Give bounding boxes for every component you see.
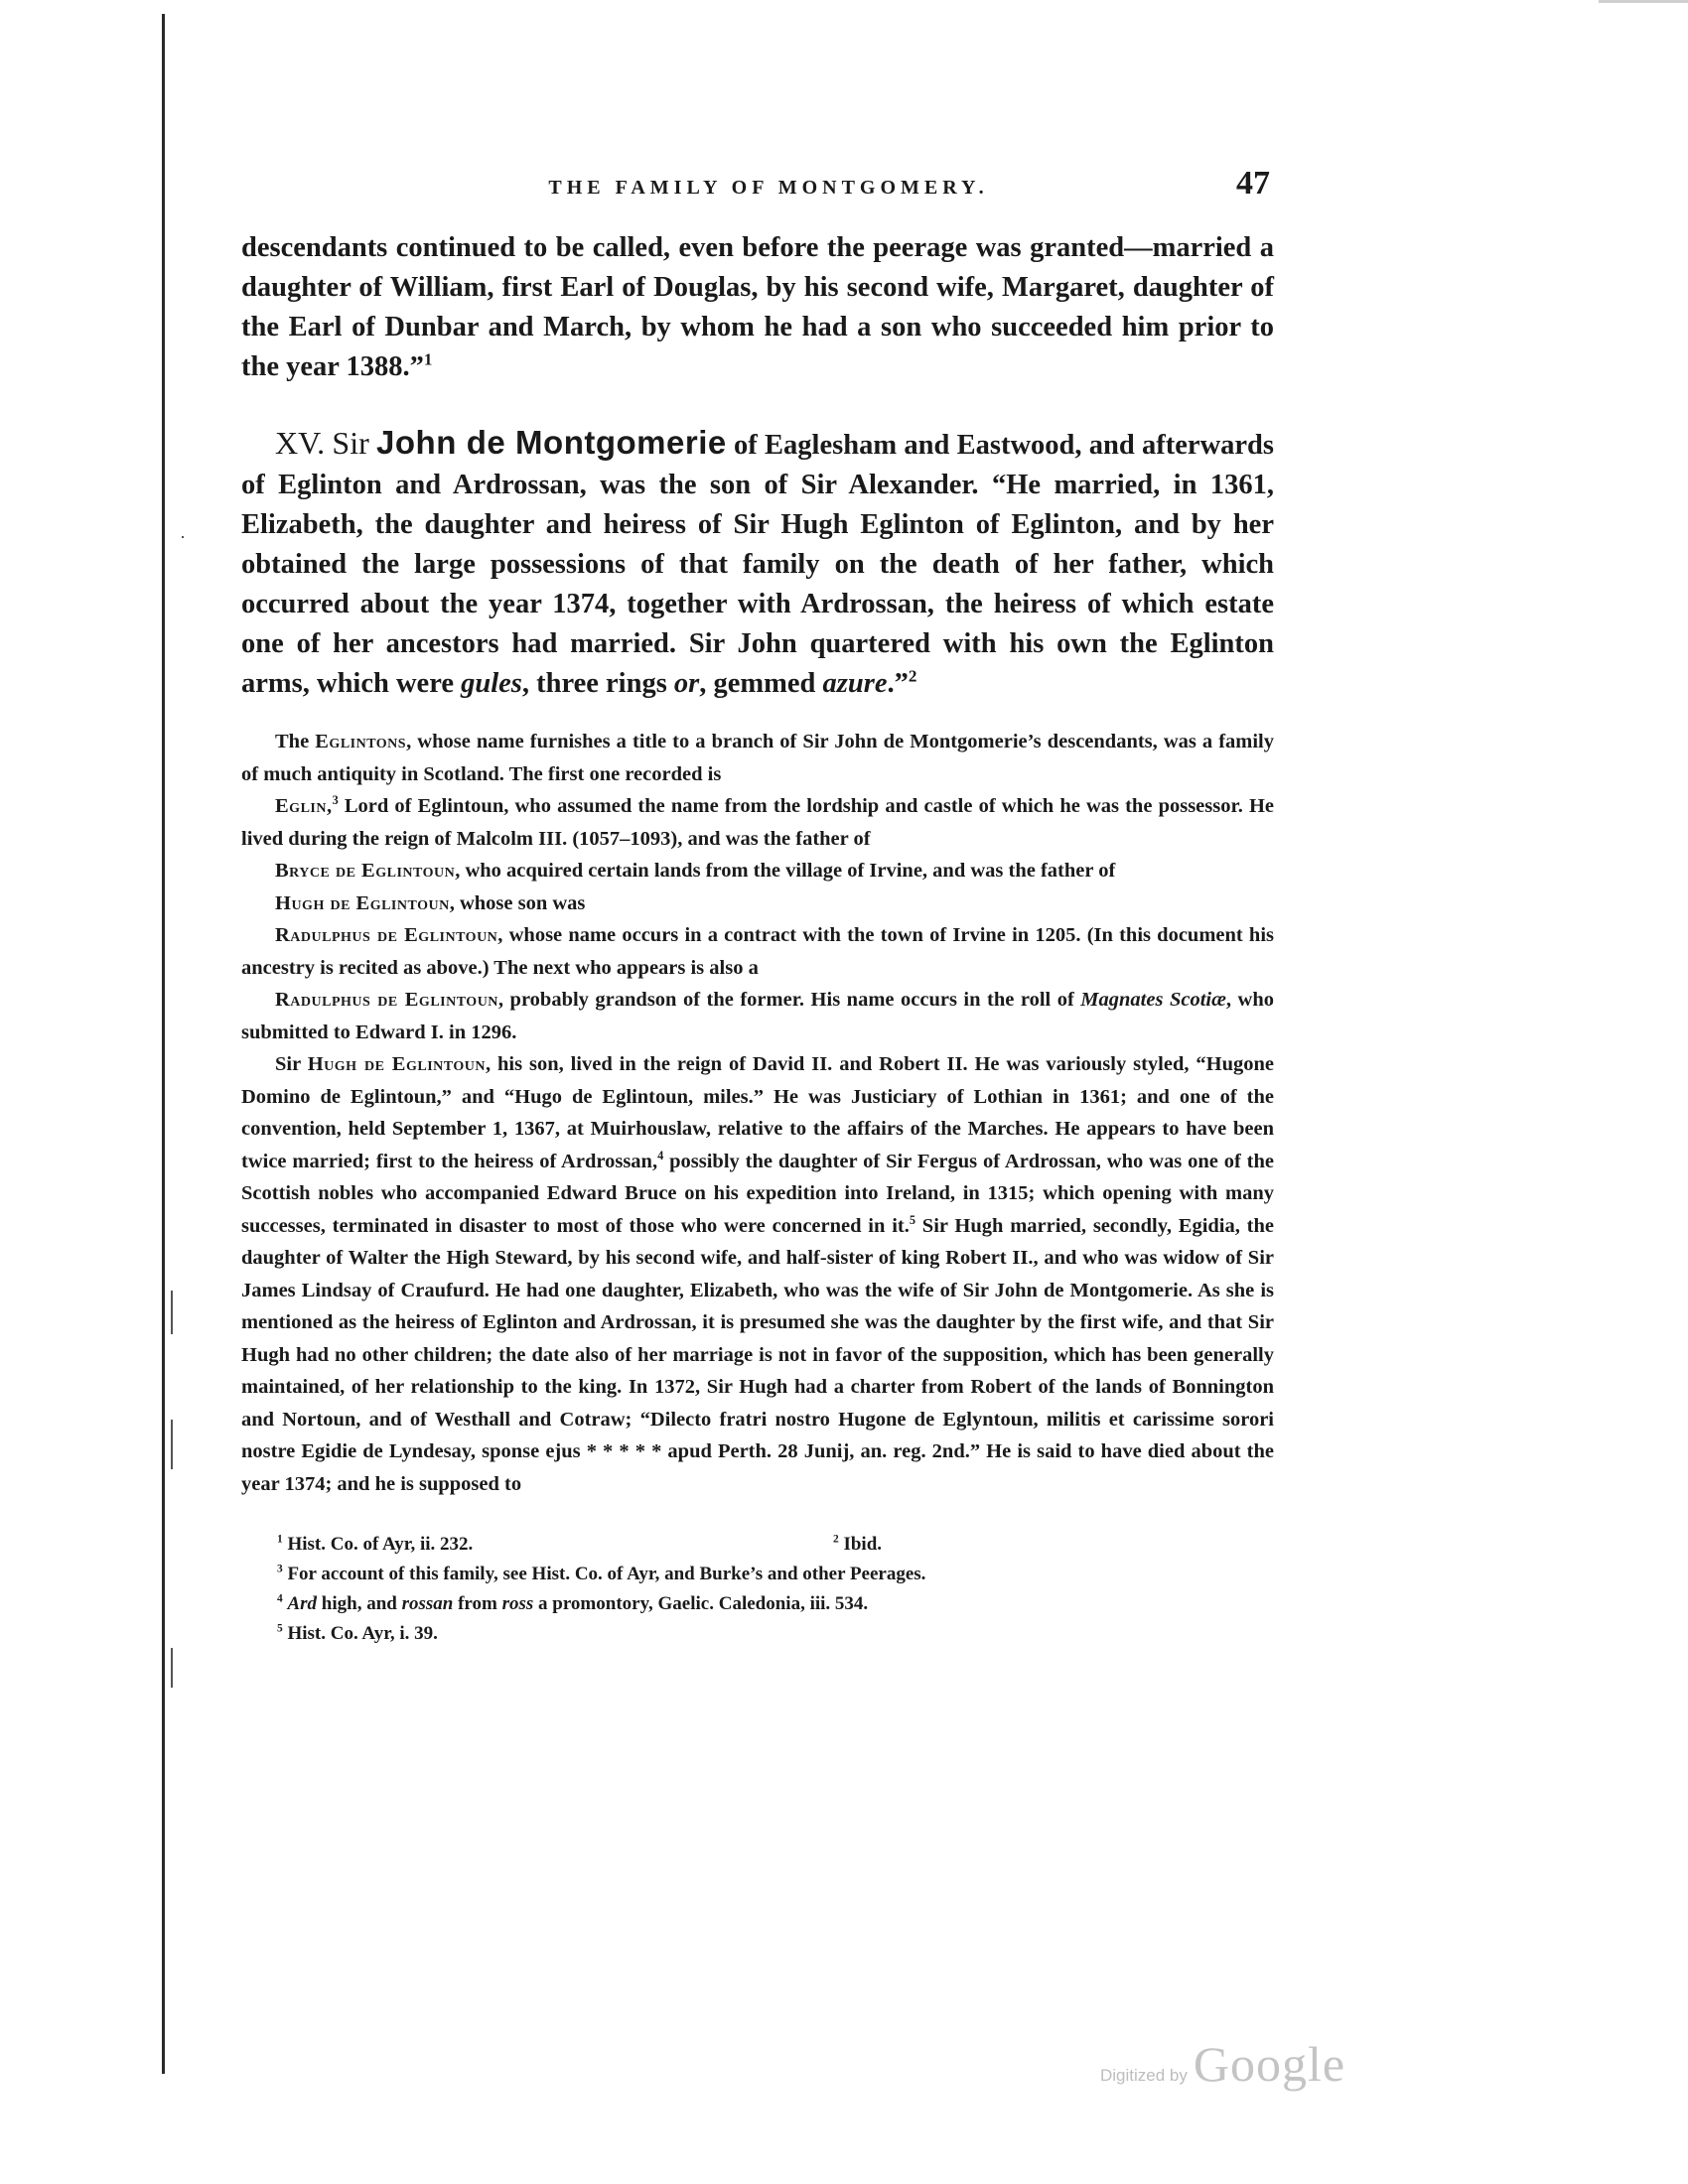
- footnote-ref: 3: [332, 793, 339, 808]
- person-name: Bryce de Eglintoun: [275, 860, 456, 882]
- watermark-prefix: Digitized by: [1100, 2066, 1188, 2085]
- section-text: .”: [887, 668, 909, 699]
- footnote-italic: ross: [501, 1593, 534, 1614]
- para-lead: The: [275, 731, 310, 752]
- scan-binding-edge: [162, 14, 165, 2074]
- footnote-text: Hist. Co. Ayr, i. 39.: [282, 1623, 438, 1644]
- book-page: [241, 165, 1274, 1649]
- section-text: of Eaglesham and Eastwood, and afterwards of Eglinton and Ardrossan, was the son of Sir Alexander. “He married, in 1361, Elizabeth, the daughter and heiress of Sir Hugh Eglinton of Eglinton, and by her obtained the large possessions of that family on the death of her father, which occurred about the year 1374, together with Ardrossan, the heiress of which estate one of her ancestors had married. Sir John quartered with his own the Eglinton arms, which were: [241, 430, 1274, 699]
- footnote-italic: Ard: [287, 1593, 318, 1614]
- person-name: Hugh de Eglintoun: [307, 1053, 486, 1075]
- footnote-text: For account of this family, see Hist. Co. of Ayr, and Burke’s and other Peerages.: [282, 1564, 926, 1584]
- footnote-italic: rossan: [401, 1593, 454, 1614]
- eglin-paragraph: [241, 790, 1274, 855]
- footnote-text: from: [453, 1593, 502, 1614]
- para-text: , whose son was: [449, 891, 586, 914]
- footnote-ref: 1: [423, 349, 433, 369]
- page-number: 47: [1236, 165, 1270, 202]
- section-text: , three rings: [521, 668, 667, 699]
- footnote-5: [277, 1619, 1274, 1649]
- footnote-text: Hist. Co. of Ayr, ii. 232.: [282, 1534, 474, 1555]
- radulphus-paragraph: [241, 919, 1274, 984]
- section-title-prefix: Sir: [332, 425, 369, 461]
- para-text: Lord of Eglintoun, who assumed the name from the lordship and castle of which he was the possessor. He lived during the reign of Malcolm III. (1057–1093), and was the father of: [241, 795, 1274, 850]
- running-head: [241, 165, 1274, 205]
- scan-speck: [182, 536, 184, 538]
- para-text: , who acquired certain lands from the village of Irvine, and was the father of: [455, 860, 1116, 882]
- tincture-gules: gules: [461, 668, 522, 699]
- continuation-paragraph: [241, 228, 1274, 387]
- tincture-or: or: [673, 668, 700, 699]
- footnote-1: [277, 1530, 833, 1560]
- italic-title: Magnates Scotiæ: [1080, 989, 1226, 1011]
- para-text: , his son, lived in the reign of David II. and Robert II. He was variously styled, “Hugone Domino de Eglintoun,” and “Hugo de Eglintoun, miles.” He was Justiciary of Lothian in 1361; and one of the convention, held September 1, 1367, at Muirhouslaw, relative to the affairs of the Marches. He appears to have been twice married; first to the heiress of Ardrossan,: [241, 1053, 1274, 1172]
- radulphus-grandson-paragraph: [241, 984, 1274, 1048]
- sir-hugh-paragraph: [241, 1048, 1274, 1500]
- family-name: Eglintons: [315, 731, 407, 752]
- scan-mark: [171, 1291, 173, 1334]
- google-logo: Google: [1193, 2036, 1346, 2092]
- footnote-2: [833, 1530, 882, 1560]
- para-text: , whose name occurs in a contract with the town of Irvine in 1205. (In this document his ancestry is recited as above.) The next who appears is also a: [241, 924, 1274, 979]
- footnote-marker: 4: [277, 1592, 283, 1605]
- scan-corner-mark: [1599, 0, 1688, 3]
- person-name: Radulphus de Eglintoun: [275, 989, 498, 1011]
- person-name: Eglin,: [275, 795, 333, 817]
- footnote-text: high, and: [317, 1593, 402, 1614]
- para-text: , probably grandson of the former. His name occurs in the roll of: [497, 989, 1074, 1011]
- footnote-marker: 3: [277, 1563, 283, 1575]
- para-text: possibly the daughter of Sir Fergus of Ardrossan, who was one of the Scottish nobles who accompanied Edward Bruce on his expedition into Ireland, in 1315; which opening with many successes, terminated in disaster to most of those who were concerned in it.: [241, 1150, 1274, 1237]
- footnote-ref: 2: [908, 666, 917, 686]
- eglintons-intro-paragraph: [241, 726, 1274, 790]
- para-text: , whose name furnishes a title to a branch of Sir John de Montgomerie’s descendants, was a family of much antiquity in Scotland. The first one recorded is: [241, 731, 1275, 785]
- hugh-paragraph: [241, 887, 1274, 920]
- para-lead: Sir: [275, 1053, 301, 1075]
- person-name: Hugh de Eglintoun: [275, 891, 450, 914]
- footnotes: [241, 1530, 1274, 1649]
- digitized-by-google-watermark: [1100, 2035, 1345, 2093]
- footnote-ref: 5: [909, 1212, 915, 1227]
- para-text: , who submitted to Edward I. in 1296.: [241, 989, 1274, 1043]
- footnote-ref: 4: [657, 1148, 664, 1162]
- footnote-3: [277, 1560, 1274, 1589]
- section-xv-paragraph: [241, 423, 1274, 704]
- footnote-text: Ibid.: [838, 1534, 883, 1555]
- section-heading-name: John de Montgomerie: [376, 424, 727, 461]
- person-name: Radulphus de Eglintoun: [275, 924, 498, 946]
- footnote-marker: 2: [833, 1533, 839, 1546]
- para-text: Sir Hugh married, secondly, Egidia, the daughter of Walter the High Steward, by his second wife, and half-sister of king Robert II., and who was widow of Sir James Lindsay of Craufurd. He had one daughter, Elizabeth, who was the wife of Sir John de Montgomerie. As she is mentioned as the heiress of Eglinton and Ardrossan, it is presumed she was the daughter by the first wife, and that Sir Hugh had no other children; the date also of her marriage is not in favor of the supposition, which has been generally maintained, of her relationship to the king. In 1372, Sir Hugh had a charter from Robert of the lands of Bonnington and Nortoun, and of Westhall and Cotraw; “Dilecto fratri nostro Hugone de Eglyntoun, militis et carissime sorori nostre Egidie de Lyndesay, sponse ejus * * * * * apud Perth. 28 Junij, an. reg. 2nd.” He is said to have died about the year 1374; and he is supposed to: [241, 1214, 1274, 1495]
- tincture-azure: azure: [822, 668, 888, 699]
- footnote-marker: 1: [277, 1533, 283, 1546]
- footnote-text: a promontory, Gaelic. Caledonia, iii. 534.: [533, 1593, 869, 1614]
- continuation-text: descendants continued to be called, even before the peerage was granted—married a daughter of William, first Earl of Douglas, by his second wife, Margaret, daughter of the Earl of Dunbar and March, by whom he had a son who succeeded him prior to the year 1388.”: [241, 232, 1274, 382]
- scan-mark: [171, 1420, 173, 1469]
- section-number: XV.: [275, 425, 326, 461]
- footnote-marker: 5: [277, 1622, 283, 1635]
- footnote-row: [277, 1530, 1274, 1560]
- running-head-title: THE FAMILY OF MONTGOMERY.: [548, 177, 989, 199]
- bryce-paragraph: [241, 855, 1274, 887]
- footnote-4: [277, 1589, 1274, 1619]
- scan-mark: [171, 1648, 173, 1688]
- section-text: , gemmed: [699, 668, 816, 699]
